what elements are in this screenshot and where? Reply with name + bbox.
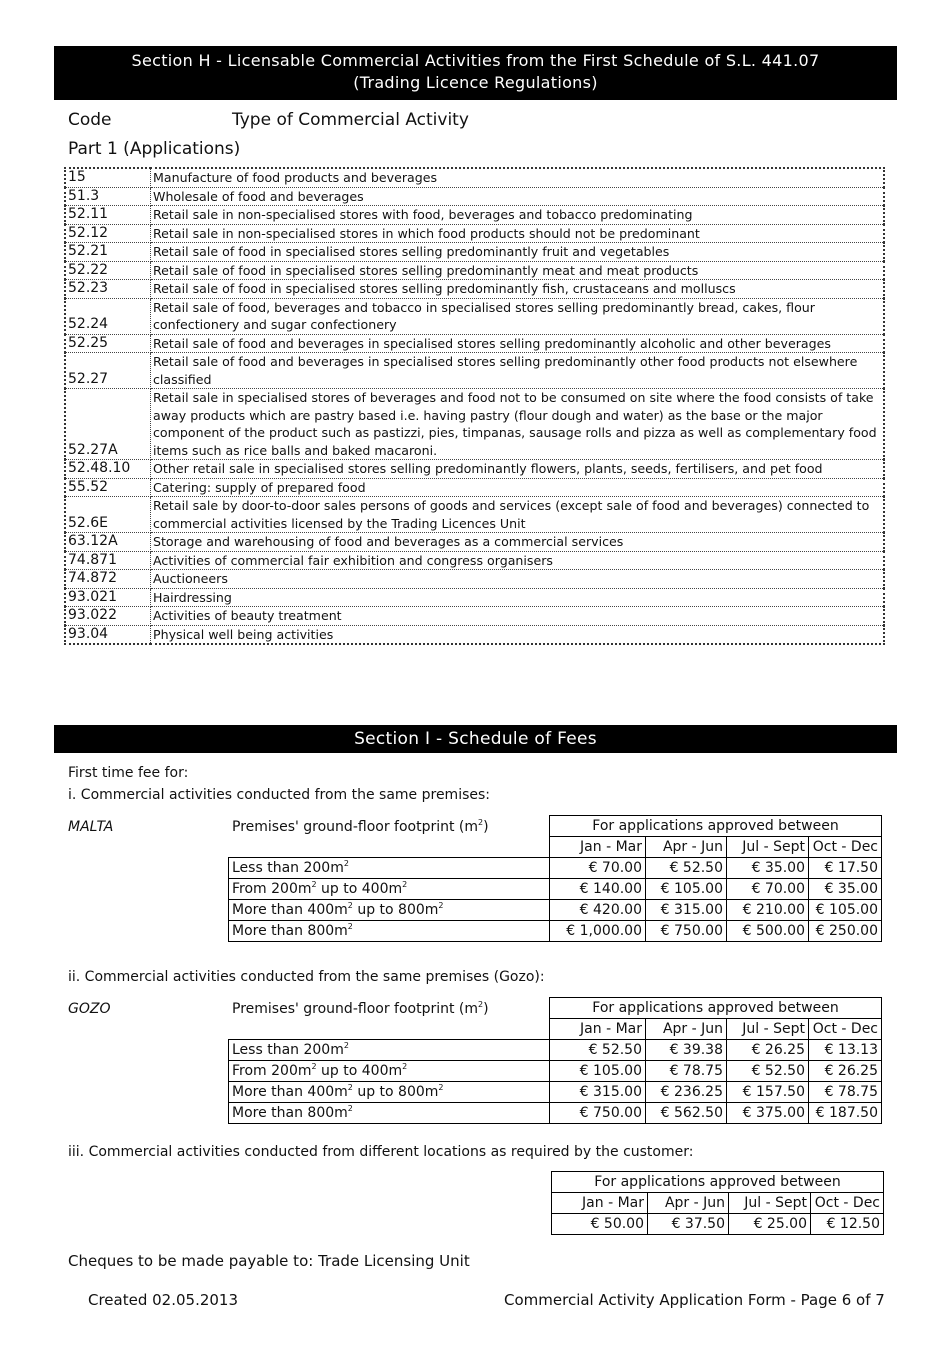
footprint-sup: 2 bbox=[478, 818, 484, 827]
activity-code: 52.25 bbox=[65, 334, 151, 353]
activity-description: Wholesale of food and beverages bbox=[151, 187, 885, 206]
footer-page: Commercial Activity Application Form - Page 6 of 7 bbox=[504, 1291, 885, 1309]
quarter-header: Oct - Dec bbox=[811, 1193, 884, 1214]
size-text: Less than 200m bbox=[232, 860, 344, 876]
activity-description: Retail sale of food and beverages in specialised stores selling predominantly alcoholic and other beverages bbox=[151, 334, 885, 353]
fee-value: € 1,000.00 bbox=[550, 921, 646, 942]
footprint-size bbox=[229, 858, 550, 879]
fee-value: € 52.50 bbox=[550, 1040, 646, 1061]
activity-row bbox=[65, 298, 884, 334]
footprint-size bbox=[229, 1082, 550, 1103]
cheques-note: Cheques to be made payable to: Trade Licensing Unit bbox=[68, 1252, 470, 1270]
activity-description: Hairdressing bbox=[151, 588, 885, 607]
footprint-close: ) bbox=[483, 819, 489, 835]
fee-value: € 35.00 bbox=[727, 858, 809, 879]
size-text: More than 400m bbox=[232, 902, 348, 918]
different-locations-fee-table bbox=[551, 1171, 884, 1235]
activity-row bbox=[65, 460, 884, 479]
fee-value: € 157.50 bbox=[727, 1082, 809, 1103]
activity-code: 52.12 bbox=[65, 224, 151, 243]
quarter-header: Jan - Mar bbox=[550, 1019, 646, 1040]
activity-row bbox=[65, 206, 884, 225]
fee-value: € 78.75 bbox=[809, 1082, 882, 1103]
activity-code: 52.27 bbox=[65, 353, 151, 389]
fee-row bbox=[229, 1061, 882, 1082]
size-text-2: up to 400m bbox=[316, 881, 403, 897]
fee-value: € 26.25 bbox=[727, 1040, 809, 1061]
fee-row bbox=[552, 1214, 884, 1235]
footprint-size bbox=[229, 1061, 550, 1082]
quarter-header-row bbox=[229, 837, 882, 858]
activity-code: 52.48.10 bbox=[65, 460, 151, 479]
size-text: More than 400m bbox=[232, 1084, 348, 1100]
activity-row bbox=[65, 280, 884, 299]
blank-cell bbox=[229, 837, 550, 858]
blank-cell bbox=[229, 816, 550, 837]
activity-description: Retail sale in specialised stores of beverages and food not to be consumed on site where the food consists of take away products which are pastry based i.e. having pastry (flour dough and water) as the base or the major component of the product such as pastizzi, pies, timpanas, sausage rolls and pizza as well as complementary food items such as rice balls and baked macaroni. bbox=[151, 389, 885, 460]
quarter-header: Jul - Sept bbox=[727, 837, 809, 858]
fee-value: € 25.00 bbox=[729, 1214, 811, 1235]
fee-value: € 750.00 bbox=[550, 1103, 646, 1124]
fee-row bbox=[229, 1082, 882, 1103]
activity-description: Retail sale of food and beverages in specialised stores selling predominantly other food products not elsewhere classified bbox=[151, 353, 885, 389]
fee-value: € 52.50 bbox=[727, 1061, 809, 1082]
fee-header-row bbox=[229, 998, 882, 1019]
fee-value: € 420.00 bbox=[550, 900, 646, 921]
part-label: Part 1 (Applications) bbox=[68, 139, 241, 159]
fee-row bbox=[229, 879, 882, 900]
footprint-text: Premises' ground-floor footprint (m bbox=[232, 819, 479, 835]
fee-value: € 12.50 bbox=[811, 1214, 884, 1235]
activity-description: Activities of beauty treatment bbox=[151, 607, 885, 626]
activity-code: 93.04 bbox=[65, 625, 151, 644]
footprint-size bbox=[229, 1103, 550, 1124]
fee-value: € 70.00 bbox=[550, 858, 646, 879]
footprint-size bbox=[229, 921, 550, 942]
fee-value: € 315.00 bbox=[646, 900, 727, 921]
fee-value: € 250.00 bbox=[809, 921, 882, 942]
activity-row bbox=[65, 334, 884, 353]
quarter-header: Apr - Jun bbox=[646, 1019, 727, 1040]
fee-value: € 37.50 bbox=[648, 1214, 729, 1235]
activity-description: Auctioneers bbox=[151, 570, 885, 589]
fee-value: € 52.50 bbox=[646, 858, 727, 879]
size-text-2: up to 800m bbox=[352, 1084, 439, 1100]
activities-table bbox=[64, 167, 885, 645]
fee-value: € 236.25 bbox=[646, 1082, 727, 1103]
footprint-close: ) bbox=[483, 1001, 489, 1017]
quarter-header-row bbox=[229, 1019, 882, 1040]
approved-between-header: For applications approved between bbox=[550, 998, 882, 1019]
size-text: From 200m bbox=[232, 881, 312, 897]
activity-code: 52.21 bbox=[65, 243, 151, 262]
activity-row bbox=[65, 353, 884, 389]
size-sup: 2 bbox=[347, 1083, 353, 1092]
section-h-title-line2: (Trading Licence Regulations) bbox=[353, 73, 598, 92]
activity-code: 52.23 bbox=[65, 280, 151, 299]
quarter-header: Jul - Sept bbox=[727, 1019, 809, 1040]
fee-value: € 500.00 bbox=[727, 921, 809, 942]
blank-cell bbox=[229, 998, 550, 1019]
fee-value: € 375.00 bbox=[727, 1103, 809, 1124]
activity-code: 93.021 bbox=[65, 588, 151, 607]
activity-description: Retail sale of food in specialised stores selling predominantly fish, crustaceans and molluscs bbox=[151, 280, 885, 299]
activity-code: 74.872 bbox=[65, 570, 151, 589]
quarter-header: Jan - Mar bbox=[550, 837, 646, 858]
activity-code: 55.52 bbox=[65, 478, 151, 497]
part-iii-label: iii. Commercial activities conducted from different locations as required by the customer: bbox=[68, 1144, 694, 1160]
fee-value: € 17.50 bbox=[809, 858, 882, 879]
size-text-2: up to 400m bbox=[316, 1063, 403, 1079]
fee-value: € 750.00 bbox=[646, 921, 727, 942]
quarter-header: Oct - Dec bbox=[809, 837, 882, 858]
activity-row bbox=[65, 187, 884, 206]
activity-code: 74.871 bbox=[65, 551, 151, 570]
fee-value: € 105.00 bbox=[550, 1061, 646, 1082]
fee-row bbox=[229, 1103, 882, 1124]
footprint-sup: 2 bbox=[478, 1000, 484, 1009]
activity-description: Physical well being activities bbox=[151, 625, 885, 644]
activity-code: 51.3 bbox=[65, 187, 151, 206]
activity-description: Other retail sale in specialised stores selling predominantly flowers, plants, seeds, fertilisers, and pet food bbox=[151, 460, 885, 479]
activity-row bbox=[65, 478, 884, 497]
approved-between-header: For applications approved between bbox=[552, 1172, 884, 1193]
size-text: From 200m bbox=[232, 1063, 312, 1079]
blank-cell bbox=[229, 1019, 550, 1040]
activity-description: Retail sale in non-specialised stores in which food products should not be predominant bbox=[151, 224, 885, 243]
activity-description: Retail sale by door-to-door sales persons of goods and services (except sale of food and beverages) connected to commercial activities licensed by the Trading Licences Unit bbox=[151, 497, 885, 533]
fee-value: € 140.00 bbox=[550, 879, 646, 900]
fee-value: € 35.00 bbox=[809, 879, 882, 900]
fee-value: € 315.00 bbox=[550, 1082, 646, 1103]
activity-row bbox=[65, 168, 884, 187]
activity-description: Retail sale in non-specialised stores with food, beverages and tobacco predominating bbox=[151, 206, 885, 225]
activity-description: Manufacture of food products and beverages bbox=[151, 168, 885, 187]
activity-code: 93.022 bbox=[65, 607, 151, 626]
activity-code: 52.11 bbox=[65, 206, 151, 225]
section-h-title bbox=[54, 46, 897, 100]
size-sup-2: 2 bbox=[402, 880, 408, 889]
activity-description: Catering: supply of prepared food bbox=[151, 478, 885, 497]
activity-row bbox=[65, 570, 884, 589]
fee-value: € 78.75 bbox=[646, 1061, 727, 1082]
footprint-size bbox=[229, 1040, 550, 1061]
fee-value: € 187.50 bbox=[809, 1103, 882, 1124]
activity-description: Retail sale of food, beverages and tobacco in specialised stores selling predominantly bread, cakes, flour confectionery and sugar confectionery bbox=[151, 298, 885, 334]
activity-code: 52.22 bbox=[65, 261, 151, 280]
fee-row bbox=[229, 1040, 882, 1061]
fee-value: € 39.38 bbox=[646, 1040, 727, 1061]
size-sup-2: 2 bbox=[402, 1062, 408, 1071]
footprint-size bbox=[229, 900, 550, 921]
footprint-text: Premises' ground-floor footprint (m bbox=[232, 1001, 479, 1017]
size-sup: 2 bbox=[311, 880, 317, 889]
size-text-2: up to 800m bbox=[352, 902, 439, 918]
footprint-size bbox=[229, 879, 550, 900]
fee-header-row bbox=[229, 816, 882, 837]
activity-code: 15 bbox=[65, 168, 151, 187]
fee-value: € 50.00 bbox=[552, 1214, 648, 1235]
activity-row bbox=[65, 224, 884, 243]
fee-value: € 26.25 bbox=[809, 1061, 882, 1082]
size-sup: 2 bbox=[347, 1104, 353, 1113]
fee-value: € 562.50 bbox=[646, 1103, 727, 1124]
gozo-fee-table bbox=[228, 997, 882, 1124]
fee-value: € 70.00 bbox=[727, 879, 809, 900]
code-column-heading: Code bbox=[68, 110, 112, 130]
activity-row bbox=[65, 625, 884, 644]
activity-row bbox=[65, 533, 884, 552]
quarter-header-row bbox=[552, 1193, 884, 1214]
first-time-label: First time fee for: bbox=[68, 765, 189, 781]
size-text: More than 800m bbox=[232, 923, 348, 939]
malta-fee-table bbox=[228, 815, 882, 942]
section-i-title: Section I - Schedule of Fees bbox=[54, 725, 897, 753]
activity-code: 52.27A bbox=[65, 389, 151, 460]
section-h-title-line1: Section H - Licensable Commercial Activities from the First Schedule of S.L. 441.07 bbox=[131, 51, 820, 70]
quarter-header: Jul - Sept bbox=[729, 1193, 811, 1214]
size-text: Less than 200m bbox=[232, 1042, 344, 1058]
fee-value: € 13.13 bbox=[809, 1040, 882, 1061]
part-i-label: i. Commercial activities conducted from the same premises: bbox=[68, 787, 490, 803]
fee-value: € 105.00 bbox=[809, 900, 882, 921]
activity-description: Activities of commercial fair exhibition and congress organisers bbox=[151, 551, 885, 570]
activity-code: 63.12A bbox=[65, 533, 151, 552]
activity-row bbox=[65, 389, 884, 460]
size-sup-2: 2 bbox=[438, 901, 444, 910]
size-sup: 2 bbox=[347, 901, 353, 910]
fee-value: € 105.00 bbox=[646, 879, 727, 900]
footer-created: Created 02.05.2013 bbox=[88, 1291, 239, 1309]
quarter-header: Apr - Jun bbox=[648, 1193, 729, 1214]
activity-row bbox=[65, 551, 884, 570]
size-sup: 2 bbox=[343, 1041, 349, 1050]
part-ii-label: ii. Commercial activities conducted from the same premises (Gozo): bbox=[68, 969, 545, 985]
activity-row bbox=[65, 261, 884, 280]
quarter-header: Jan - Mar bbox=[552, 1193, 648, 1214]
type-column-heading: Type of Commercial Activity bbox=[232, 110, 469, 130]
activity-row bbox=[65, 243, 884, 262]
activity-row bbox=[65, 607, 884, 626]
activity-row bbox=[65, 588, 884, 607]
size-sup: 2 bbox=[311, 1062, 317, 1071]
activity-description: Retail sale of food in specialised stores selling predominantly meat and meat products bbox=[151, 261, 885, 280]
activity-description: Retail sale of food in specialised stores selling predominantly fruit and vegetables bbox=[151, 243, 885, 262]
malta-label: MALTA bbox=[68, 819, 114, 835]
size-sup-2: 2 bbox=[438, 1083, 444, 1092]
size-sup: 2 bbox=[343, 859, 349, 868]
size-sup: 2 bbox=[347, 922, 353, 931]
fee-row bbox=[229, 900, 882, 921]
gozo-label: GOZO bbox=[68, 1001, 111, 1017]
activity-code: 52.6E bbox=[65, 497, 151, 533]
fee-header-row bbox=[552, 1172, 884, 1193]
fee-row bbox=[229, 921, 882, 942]
fee-value: € 210.00 bbox=[727, 900, 809, 921]
quarter-header: Oct - Dec bbox=[809, 1019, 882, 1040]
activity-row bbox=[65, 497, 884, 533]
activity-description: Storage and warehousing of food and beverages as a commercial services bbox=[151, 533, 885, 552]
quarter-header: Apr - Jun bbox=[646, 837, 727, 858]
activity-code: 52.24 bbox=[65, 298, 151, 334]
fee-row bbox=[229, 858, 882, 879]
approved-between-header: For applications approved between bbox=[550, 816, 882, 837]
size-text: More than 800m bbox=[232, 1105, 348, 1121]
